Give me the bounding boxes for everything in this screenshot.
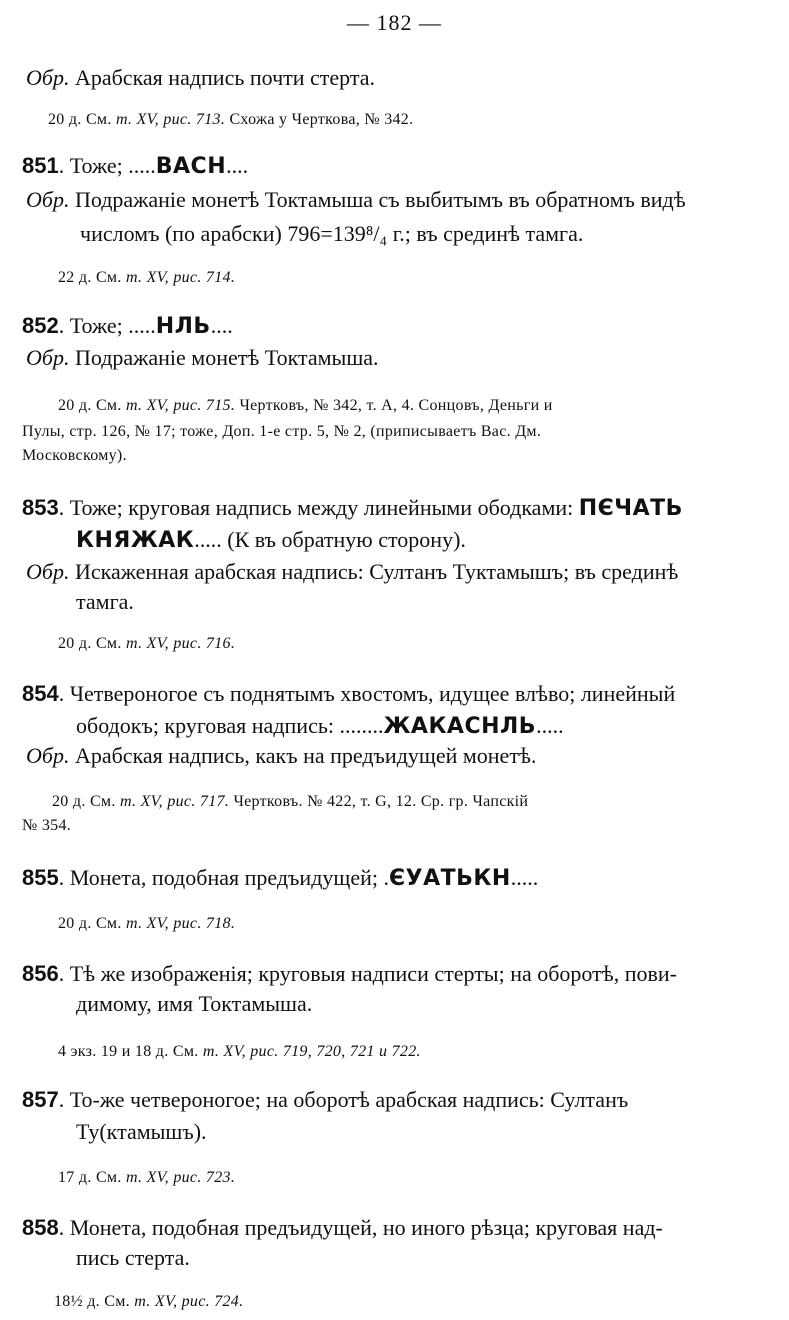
- ref-figure: рис. 715.: [173, 397, 236, 414]
- entry-858-reference: [54, 1290, 243, 1314]
- ref-weight: 18½ д. См.: [54, 1293, 130, 1310]
- page-number: — 182 —: [347, 10, 442, 35]
- entry-856-cont: [76, 990, 312, 1018]
- entry-851-heading: [22, 152, 248, 181]
- entry-852-reference: [58, 394, 553, 418]
- entry-853-reference: [58, 632, 235, 656]
- entry-851-obverse: [26, 186, 686, 214]
- ref-weight: 20 д. См.: [58, 915, 122, 932]
- ref-plate: т. XV,: [125, 635, 169, 652]
- entry-text: . Тоже; .....: [58, 313, 156, 338]
- entry-853-heading: [22, 494, 683, 523]
- ref-weight: 22 д. См.: [58, 269, 122, 286]
- ref-figure: рис. 716.: [173, 635, 236, 652]
- ref-figure: рис. 717.: [167, 793, 230, 810]
- ref-plate: т. XV,: [115, 111, 159, 128]
- entry-856-reference: [58, 1040, 421, 1064]
- entry-text-cont: пись стерта.: [76, 1245, 190, 1270]
- ref-plate: т. XV,: [125, 269, 169, 286]
- entry-852-heading: [22, 312, 233, 341]
- entry-text-cont: димому, имя Токтамыша.: [76, 991, 313, 1016]
- obverse-text-cont: тамга.: [76, 589, 134, 614]
- coin-legend: ВАСН: [155, 154, 227, 179]
- ref-plate: т. XV,: [134, 1293, 178, 1310]
- entry-text-cont: Ту(ктамышъ).: [76, 1119, 207, 1144]
- ref-weight: 20 д. См.: [52, 793, 116, 810]
- ref-plate: т. XV,: [202, 1043, 246, 1060]
- entry-853-cont: [76, 526, 466, 555]
- entry-854-heading: [22, 680, 675, 708]
- entry-853-obverse: [26, 558, 678, 586]
- entry-853-obverse-cont: [76, 588, 134, 616]
- ref-figure: рис. 718.: [173, 915, 236, 932]
- entry-854-reference-cont: [22, 814, 71, 838]
- entry-857-heading: [22, 1086, 628, 1114]
- ref-plate: т. XV,: [125, 915, 169, 932]
- entry-number: 858: [22, 1215, 59, 1240]
- ref-figure: рис. 723.: [173, 1169, 236, 1186]
- obverse-text: Подражаніе монетѣ Токтамыша съ выбитымъ въ обратномъ видѣ: [74, 187, 686, 212]
- ref-note: Чертковъ. № 422, т. G, 12. Ср. гр. Чапскій: [233, 793, 529, 810]
- legend-ellipsis: ....: [226, 153, 249, 178]
- entry-854-reference: [52, 790, 528, 814]
- entry-857-reference: [58, 1166, 235, 1190]
- legend-ellipsis: .....: [510, 865, 539, 890]
- obverse-line: [26, 64, 375, 92]
- ref-figure: рис. 714.: [173, 269, 236, 286]
- ref-plate: т. XV,: [125, 1169, 169, 1186]
- entry-854-cont: [76, 712, 564, 741]
- ref-note-cont: Московскому).: [22, 447, 127, 464]
- entry-852-reference-cont2: [22, 444, 127, 468]
- entry-858-cont: [76, 1244, 190, 1272]
- entry-857-cont: [76, 1118, 207, 1146]
- coin-legend: ПЄЧАТЬ: [578, 496, 683, 521]
- ref-figure: рис. 719, 720, 721 и 722.: [250, 1043, 421, 1060]
- ref-note-cont: № 354.: [22, 817, 72, 834]
- ref-plate: т. XV,: [119, 793, 163, 810]
- entry-text: . Тоже; .....: [58, 153, 156, 178]
- entry-text: . Монета, подобная предъидущей, но иного рѣзца; круговая над-: [58, 1215, 663, 1240]
- ref-weight: 20 д. См.: [58, 635, 122, 652]
- ref-weight: 20 д. См.: [58, 397, 122, 414]
- entry-text: . То-же четвероногое; на оборотѣ арабская надпись: Султанъ: [58, 1087, 629, 1112]
- entry-852-reference-cont: [22, 420, 541, 444]
- entry-number: 853: [22, 495, 59, 520]
- ref-note-cont: Пулы, стр. 126, № 17; тоже, Доп. 1-е стр. 5, № 2, (приписываетъ Вас. Дм.: [22, 423, 542, 440]
- obverse-text: Искаженная арабская надпись: Султанъ Туктамышъ; въ срединѣ: [74, 559, 679, 584]
- obverse-label: Обр.: [26, 187, 70, 212]
- entry-number: 854: [22, 681, 59, 706]
- entry-855-reference: [58, 912, 235, 936]
- entry-text: . Тѣ же изображенія; круговыя надписи стерты; на оборотѣ, пови-: [58, 961, 677, 986]
- entry-851-obverse-cont: [80, 220, 583, 248]
- entry-855-heading: [22, 864, 538, 893]
- obverse-label: Обр.: [26, 743, 70, 768]
- entry-851-reference: [58, 266, 235, 290]
- reference-line: [48, 108, 413, 132]
- entry-text: . Тоже; круговая надпись между линейными ободками:: [58, 495, 574, 520]
- entry-852-obverse: [26, 344, 379, 372]
- entry-text-cont: ..... (К въ обратную сторону).: [194, 527, 466, 552]
- ref-note: Схожа у Черткова, № 342.: [229, 111, 414, 128]
- ref-figure: рис. 713.: [163, 111, 226, 128]
- coin-legend: ЄУАТЬКН: [388, 866, 511, 891]
- entry-856-heading: [22, 960, 677, 988]
- obverse-text: Арабская надпись почти стерта.: [74, 65, 376, 90]
- legend-ellipsis: .....: [536, 713, 564, 738]
- entry-number: 856: [22, 961, 59, 986]
- obverse-label: Обр.: [26, 345, 70, 370]
- entry-number: 852: [22, 313, 59, 338]
- ref-note: Чертковъ, № 342, т. А, 4. Сонцовъ, Деньги и: [239, 397, 553, 414]
- entry-number: 855: [22, 865, 59, 890]
- coin-legend-cont: КНЯЖАК: [76, 528, 195, 553]
- ref-weight: 4 экз. 19 и 18 д. См.: [58, 1043, 199, 1060]
- ref-plate: т. XV,: [125, 397, 169, 414]
- ref-figure: рис. 724.: [181, 1293, 244, 1310]
- coin-legend: ЖАКАСНЛЬ: [383, 714, 537, 739]
- obverse-text: Арабская надпись, какъ на предъидущей монетѣ.: [74, 743, 537, 768]
- ref-weight: 17 д. См.: [58, 1169, 122, 1186]
- obverse-text: Подражаніе монетѣ Токтамыша.: [74, 345, 379, 370]
- entry-number: 857: [22, 1087, 59, 1112]
- legend-ellipsis: ....: [210, 313, 233, 338]
- entry-text: . Монета, подобная предъидущей; .: [58, 865, 389, 890]
- entry-854-obverse: [26, 742, 536, 770]
- ref-weight: 20 д. См.: [48, 111, 112, 128]
- obverse-label: Обр.: [26, 559, 70, 584]
- entry-text: . Четвероногое съ поднятымъ хвостомъ, идущее влѣво; линейный: [58, 681, 676, 706]
- entry-text-cont: ободокъ; круговая надпись: ........: [76, 713, 384, 738]
- coin-legend: НЛЬ: [155, 314, 211, 339]
- entry-number: 851: [22, 153, 59, 178]
- obverse-label: Обр.: [26, 65, 70, 90]
- entry-858-heading: [22, 1214, 663, 1242]
- obverse-text-cont: числомъ (по арабски) 796=139⁸/₄ г.; въ срединѣ тамга.: [80, 221, 584, 246]
